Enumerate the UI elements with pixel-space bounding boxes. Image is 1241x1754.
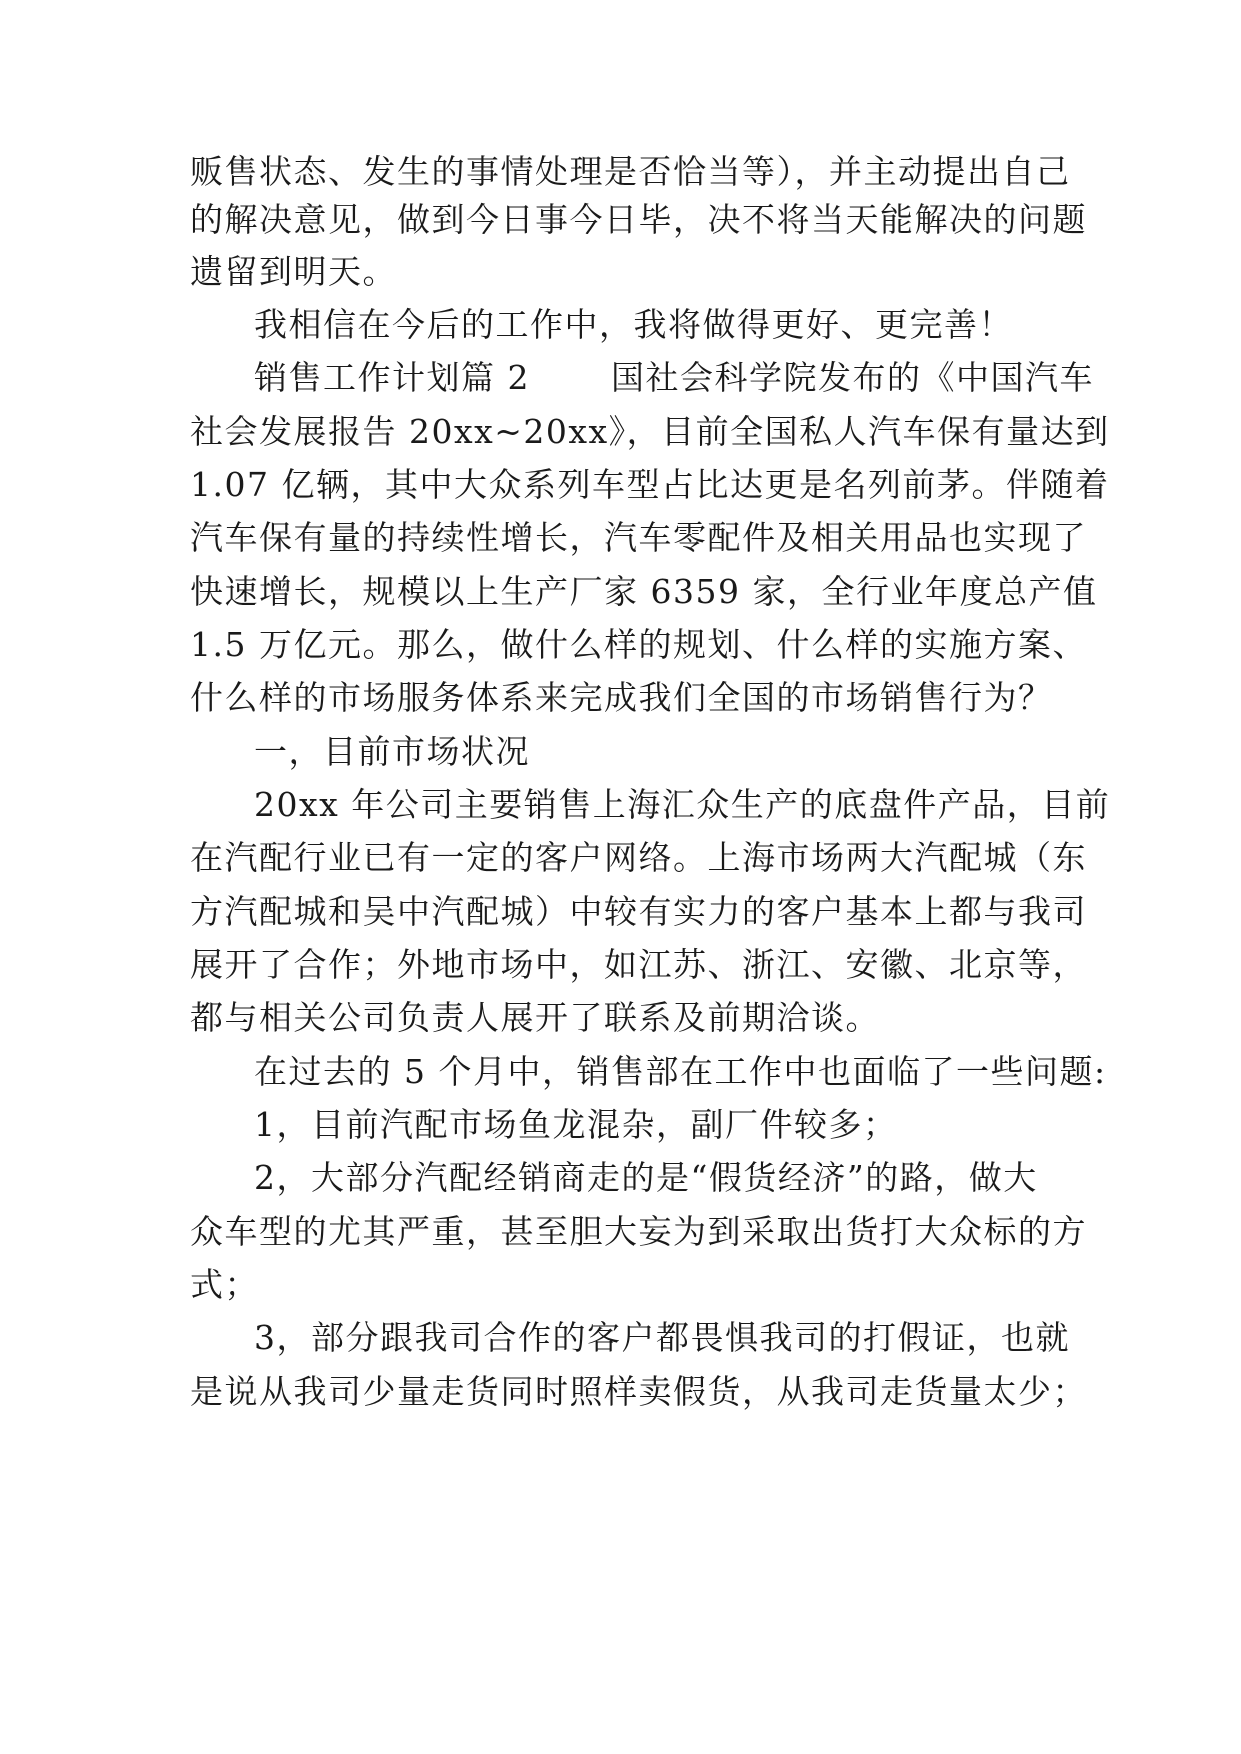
text-line: 众车型的尤其严重，甚至胆大妄为到采取出货打大众标的方	[190, 1212, 1087, 1251]
text-line: 都与相关公司负责人展开了联系及前期洽谈。	[190, 998, 880, 1037]
text-line: 贩售状态、发生的事情处理是否恰当等），并主动提出自己	[190, 152, 1071, 191]
section-heading: 一，目前市场状况	[254, 732, 530, 771]
list-item: 3，部分跟我司合作的客户都畏惧我司的打假证，也就	[254, 1318, 1070, 1357]
list-item: 1，目前汽配市场鱼龙混杂，副厂件较多；	[254, 1105, 898, 1144]
paragraph-line: 我相信在今后的工作中，我将做得更好、更完善！	[254, 305, 1013, 344]
text-line: 什么样的市场服务体系来完成我们全国的市场销售行为？	[190, 678, 1053, 717]
text-line: 社会发展报告 20xx~20xx》，目前全国私人汽车保有量达到	[190, 412, 1110, 451]
text-line: 是说从我司少量走货同时照样卖假货，从我司走货量太少；	[190, 1372, 1087, 1411]
text-line: 在汽配行业已有一定的客户网络。上海市场两大汽配城（东	[190, 838, 1087, 877]
text-line: 的解决意见，做到今日事今日毕，决不将当天能解决的问题	[190, 200, 1087, 239]
text-line: 式；	[190, 1265, 259, 1304]
paragraph-line: 20xx 年公司主要销售上海汇众生产的底盘件产品，目前	[254, 785, 1111, 824]
text-line: 快速增长，规模以上生产厂家 6359 家，全行业年度总产值	[190, 572, 1098, 611]
text-line: 遗留到明天。	[190, 252, 397, 291]
text-line: 1.07 亿辆，其中大众系列车型占比达更是名列前茅。伴随着	[190, 465, 1110, 504]
text-line: 汽车保有量的持续性增长，汽车零配件及相关用品也实现了	[190, 518, 1087, 557]
text-line: 1.5 万亿元。那么，做什么样的规划、什么样的实施方案、	[190, 625, 1087, 664]
text-line: 方汽配城和吴中汽配城）中较有实力的客户基本上都与我司	[190, 892, 1087, 931]
section-heading-line: 销售工作计划篇 2 国社会科学院发布的《中国汽车	[254, 358, 1094, 397]
paragraph-line: 在过去的 5 个月中，销售部在工作中也面临了一些问题:	[254, 1052, 1107, 1091]
list-item: 2，大部分汽配经销商走的是“假货经济”的路，做大	[254, 1158, 1038, 1197]
text-line: 展开了合作；外地市场中，如江苏、浙江、安徽、北京等，	[190, 945, 1087, 984]
